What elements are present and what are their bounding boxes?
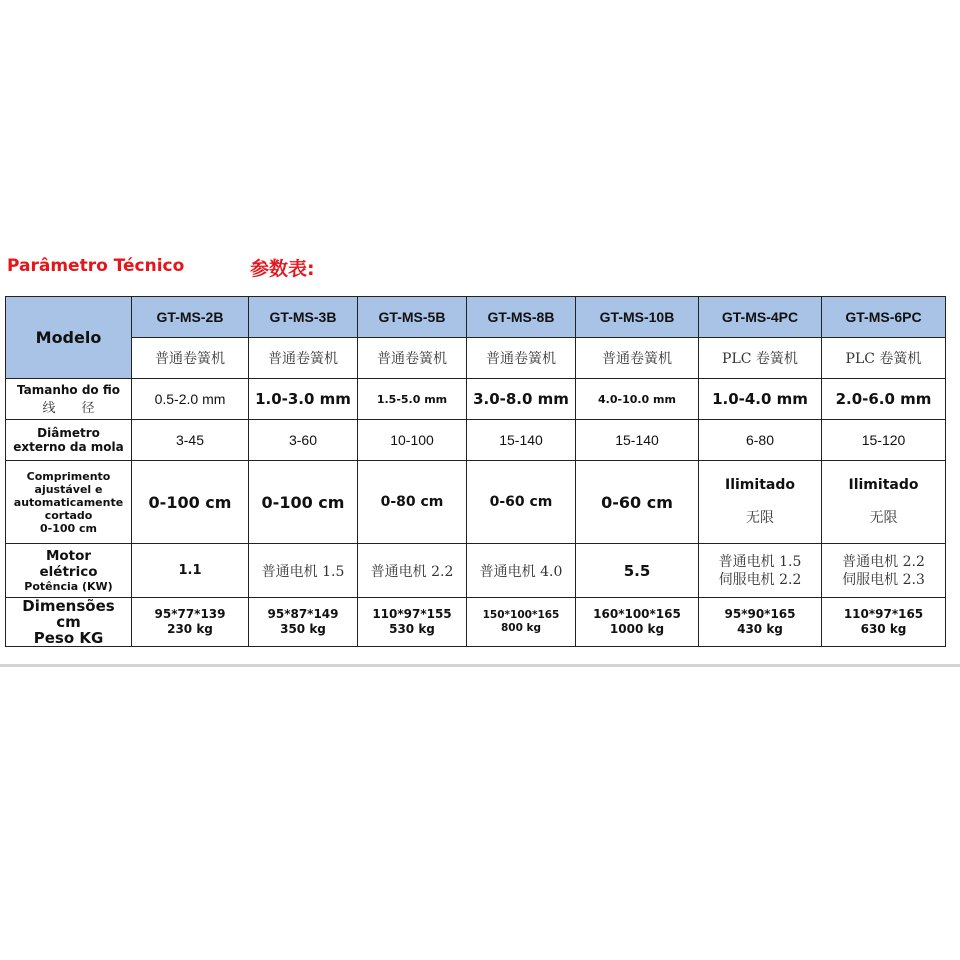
unlimited-label: Ilimitado (725, 477, 795, 493)
title-chinese: 参数表: (250, 258, 315, 280)
dimension-weight: 530 kg (389, 622, 435, 636)
divider (0, 664, 960, 667)
motor-value: 普通电机 2.2 (358, 544, 467, 598)
cut-length-value: 0-60 cm (467, 461, 576, 544)
wire-size-value: 1.5-5.0 mm (358, 379, 467, 420)
row-label: ajustável e (34, 482, 103, 496)
model-code: GT-MS-8B (467, 297, 576, 338)
motor-value (822, 544, 946, 598)
cut-length-row (6, 461, 946, 544)
row-label: Motor (45, 548, 92, 564)
model-type: 普通卷簧机 (576, 338, 699, 379)
row-label: Peso KG (33, 629, 104, 647)
dimensions-value (132, 598, 249, 647)
outer-diameter-value: 15-140 (576, 420, 699, 461)
title-portuguese: Parâmetro Técnico (7, 256, 185, 276)
motor-standard: 普通电机 2.2 (842, 553, 925, 570)
model-type: 普通卷簧机 (249, 338, 358, 379)
model-type-row (6, 338, 946, 379)
wire-size-label (6, 379, 132, 420)
model-code: GT-MS-6PC (822, 297, 946, 338)
model-code: GT-MS-10B (576, 297, 699, 338)
spec-table (5, 296, 946, 647)
dimension-weight: 800 kg (500, 622, 542, 634)
model-type: 普通卷簧机 (358, 338, 467, 379)
wire-size-value: 1.0-4.0 mm (699, 379, 822, 420)
dimensions-value (467, 598, 576, 647)
model-code-row (6, 297, 946, 338)
motor-label (6, 544, 132, 598)
dimension-weight: 1000 kg (609, 622, 665, 636)
motor-row (6, 544, 946, 598)
cut-length-value: 0-60 cm (576, 461, 699, 544)
dimension-size: 95*87*149 (267, 607, 339, 621)
cut-length-value: 0-100 cm (249, 461, 358, 544)
outer-diameter-value: 3-45 (132, 420, 249, 461)
row-label-cn: 线 径 (42, 400, 95, 416)
row-label: Comprimento (26, 469, 111, 483)
outer-diameter-value: 3-60 (249, 420, 358, 461)
dimension-size: 95*77*139 (154, 607, 226, 621)
model-code: GT-MS-4PC (699, 297, 822, 338)
dimension-size: 150*100*165 (482, 609, 560, 621)
outer-diameter-value: 15-140 (467, 420, 576, 461)
wire-size-value: 1.0-3.0 mm (249, 379, 358, 420)
cut-length-label (6, 461, 132, 544)
row-label: Dimensões cm (22, 597, 115, 631)
dimension-size: 95*90*165 (724, 607, 796, 621)
dimensions-value (358, 598, 467, 647)
motor-servo: 伺服电机 2.2 (718, 571, 802, 588)
dimensions-value (699, 598, 822, 647)
motor-value: 5.5 (576, 544, 699, 598)
dimensions-label (6, 598, 132, 647)
dimension-size: 160*100*165 (593, 607, 681, 621)
wire-size-row (6, 379, 946, 420)
model-code: GT-MS-2B (132, 297, 249, 338)
model-type: PLC 卷簧机 (822, 338, 946, 379)
row-label: externo da mola (13, 440, 124, 454)
model-type: PLC 卷簧机 (699, 338, 822, 379)
row-label: 0-100 cm (40, 521, 97, 535)
wire-size-value: 2.0-6.0 mm (822, 379, 946, 420)
row-label: elétrico (39, 564, 98, 580)
model-code: GT-MS-3B (249, 297, 358, 338)
unlimited-label-cn: 无限 (869, 510, 898, 526)
cut-length-unlimited (822, 461, 946, 544)
row-label: cortado (44, 508, 93, 522)
dimensions-value (249, 598, 358, 647)
cut-length-unlimited (699, 461, 822, 544)
outer-diameter-label (6, 420, 132, 461)
dimension-weight: 630 kg (860, 622, 907, 636)
outer-diameter-row (6, 420, 946, 461)
motor-value (699, 544, 822, 598)
row-label: Potência (KW) (24, 580, 113, 593)
modelo-label: Modelo (6, 297, 132, 379)
wire-size-value: 3.0-8.0 mm (467, 379, 576, 420)
unlimited-label-cn: 无限 (746, 510, 774, 526)
row-label: Diâmetro (37, 426, 100, 440)
unlimited-label: Ilimitado (848, 477, 919, 493)
motor-value: 普通电机 1.5 (249, 544, 358, 598)
motor-standard: 普通电机 1.5 (718, 553, 802, 570)
outer-diameter-value: 6-80 (699, 420, 822, 461)
model-type: 普通卷簧机 (132, 338, 249, 379)
motor-value: 普通电机 4.0 (467, 544, 576, 598)
motor-servo: 伺服电机 2.3 (842, 571, 925, 588)
dimension-weight: 430 kg (737, 622, 783, 636)
dimensions-value (576, 598, 699, 647)
model-type: 普通卷簧机 (467, 338, 576, 379)
cut-length-value: 0-100 cm (132, 461, 249, 544)
cut-length-value: 0-80 cm (358, 461, 467, 544)
model-code: GT-MS-5B (358, 297, 467, 338)
dimensions-row (6, 598, 946, 647)
motor-value: 1.1 (132, 544, 249, 598)
wire-size-value: 4.0-10.0 mm (576, 379, 699, 420)
dimension-weight: 230 kg (167, 622, 213, 636)
row-label: Tamanho do fio (17, 382, 120, 397)
row-label: automaticamente (13, 495, 124, 509)
outer-diameter-value: 10-100 (358, 420, 467, 461)
dimension-weight: 350 kg (280, 622, 326, 636)
dimension-size: 110*97*165 (843, 607, 924, 621)
wire-size-value: 0.5-2.0 mm (132, 379, 249, 420)
dimensions-value (822, 598, 946, 647)
dimension-size: 110*97*155 (372, 607, 452, 621)
outer-diameter-value: 15-120 (822, 420, 946, 461)
